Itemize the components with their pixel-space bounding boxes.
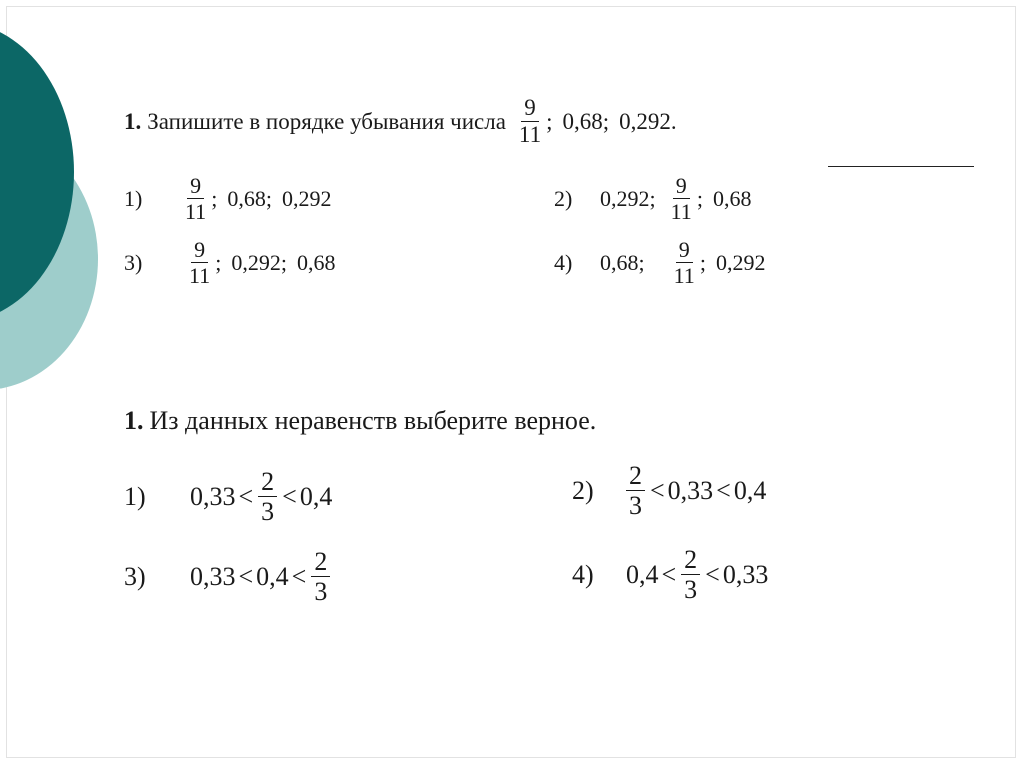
task1-number: 1. [124, 108, 142, 134]
semicolon: ; [699, 249, 706, 275]
task1-option-4[interactable] [554, 238, 765, 287]
fraction-numerator: 2 [258, 468, 277, 497]
option-value: 0,292; [231, 249, 287, 275]
answer-line [828, 166, 974, 167]
option-value: 0,4 [299, 481, 333, 511]
option-value: 0,292 [281, 185, 332, 211]
less-than-sign: < [650, 475, 665, 505]
option-index: 2) [554, 185, 573, 211]
option-index: 3) [124, 249, 143, 275]
task2-title [124, 406, 596, 436]
option-fraction [671, 238, 698, 287]
task1-title-value-2: 0,292. [619, 108, 677, 134]
less-than-sign: < [716, 475, 731, 505]
option-value: 0,68; [600, 249, 645, 275]
option-value: 0,33 [190, 481, 236, 511]
less-than-sign: < [282, 481, 297, 511]
fraction-numerator: 9 [187, 174, 204, 199]
fraction-numerator: 9 [521, 96, 539, 122]
less-than-sign: < [705, 559, 720, 589]
task2-option-1[interactable] [124, 468, 332, 526]
semicolon: ; [696, 185, 703, 211]
task2-number: 1. [124, 406, 144, 435]
fraction-numerator: 2 [681, 546, 700, 575]
option-fraction [626, 462, 645, 520]
task1-option-1[interactable] [124, 174, 331, 223]
option-value: 0,4 [733, 475, 767, 505]
fraction-numerator: 2 [311, 548, 330, 577]
fraction-denominator: 11 [518, 122, 542, 148]
option-value: 0,33 [722, 559, 769, 589]
option-value: 0,4 [626, 559, 659, 589]
fraction-denominator: 3 [314, 577, 328, 607]
option-value: 0,33 [190, 561, 236, 591]
task1-title-text: Запишите в порядке убывания числа [147, 108, 506, 134]
task2-option-3[interactable] [124, 548, 332, 606]
option-fraction [681, 546, 700, 604]
option-value: 0,292 [715, 249, 766, 275]
fraction-numerator: 2 [626, 462, 645, 491]
task1-title-fraction [516, 96, 544, 147]
fraction-numerator: 9 [191, 238, 208, 263]
option-index: 2) [572, 475, 594, 505]
fraction-numerator: 9 [673, 174, 690, 199]
task1-title [124, 96, 677, 147]
task2-option-2[interactable] [572, 462, 766, 520]
option-value: 0,33 [667, 475, 714, 505]
option-index: 1) [124, 481, 146, 511]
task1-option-2[interactable] [554, 174, 751, 223]
fraction-denominator: 11 [673, 263, 695, 289]
option-index: 4) [554, 249, 573, 275]
option-index: 4) [572, 559, 594, 589]
option-index: 1) [124, 185, 143, 211]
semicolon: ; [546, 108, 553, 134]
fraction-denominator: 11 [185, 199, 207, 225]
option-fraction [258, 468, 277, 526]
option-value: 0,68 [296, 249, 336, 275]
option-fraction [186, 238, 213, 287]
fraction-denominator: 3 [261, 497, 275, 527]
fraction-denominator: 3 [684, 575, 698, 605]
option-value: 0,4 [256, 561, 289, 591]
option-value: 0,68 [712, 185, 752, 211]
less-than-sign: < [238, 561, 254, 591]
less-than-sign: < [661, 559, 677, 589]
task1-option-3[interactable] [124, 238, 335, 287]
less-than-sign: < [238, 481, 254, 511]
option-fraction [668, 174, 695, 223]
less-than-sign: < [291, 561, 307, 591]
semicolon: ; [211, 185, 218, 211]
semicolon: ; [215, 249, 222, 275]
option-index: 3) [124, 561, 146, 591]
option-fraction [182, 174, 209, 223]
option-value: 0,292; [600, 185, 656, 211]
task2-title-text: Из данных неравенств выберите верное. [149, 406, 597, 435]
fraction-denominator: 11 [189, 263, 211, 289]
option-value: 0,68; [227, 185, 272, 211]
fraction-numerator: 9 [676, 238, 693, 263]
option-fraction [311, 548, 330, 606]
task1-title-value-1: 0,68; [562, 108, 610, 134]
fraction-denominator: 11 [670, 199, 692, 225]
fraction-denominator: 3 [629, 491, 642, 521]
task2-option-4[interactable] [572, 546, 768, 604]
